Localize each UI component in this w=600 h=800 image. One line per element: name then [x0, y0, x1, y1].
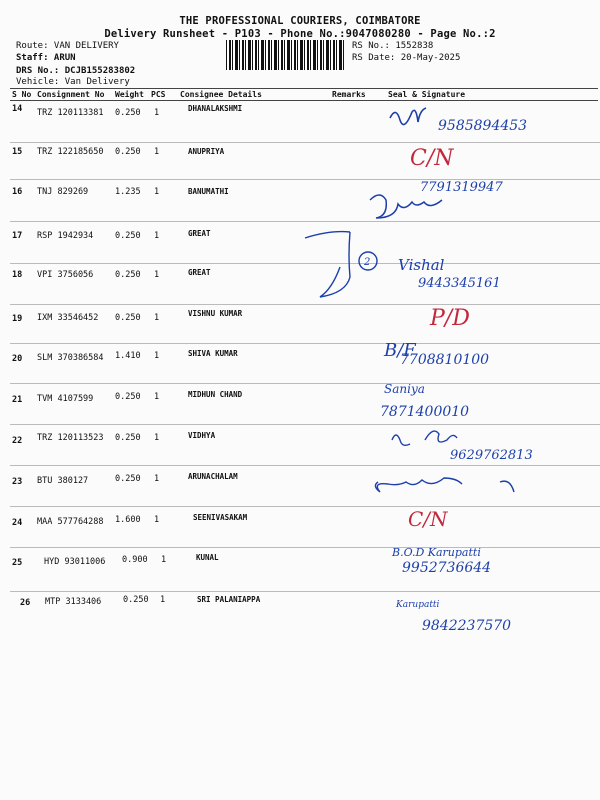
vehicle-label: Vehicle: Van Delivery [16, 77, 130, 87]
stamp-number: 2 [364, 257, 371, 268]
row-pcs: 1 [154, 187, 160, 197]
handwritten-phone-25: 9952736644 [402, 560, 492, 576]
row-pcs: 1 [154, 231, 160, 241]
signature-vidhya [392, 431, 457, 445]
row-sno: 24 [12, 518, 23, 528]
col-seal: Seal & Signature [388, 90, 466, 99]
row-pcs: 1 [154, 474, 160, 484]
row-weight: 0.250 [115, 313, 141, 323]
row-consignment: TVM 4107599 [37, 394, 94, 404]
col-pcs: PCS [151, 90, 166, 99]
row-weight: 0.250 [115, 147, 141, 157]
row-consignment: BTU 380127 [37, 476, 89, 486]
signature-great [305, 232, 350, 297]
row-pcs: 1 [154, 515, 160, 525]
handwritten-phone-22: 9629762813 [450, 448, 533, 463]
row-pcs: 1 [154, 392, 160, 402]
row-consignee: BANUMATHI [188, 187, 229, 196]
row-consignment: RSP 1942934 [37, 231, 94, 241]
rs-date: RS Date: 20-May-2025 [352, 53, 461, 63]
row-pcs: 1 [154, 270, 160, 280]
row-consignment: TRZ 120113381 [37, 108, 104, 118]
runsheet-subtitle: Delivery Runsheet - P103 - Phone No.:9047080280 - Page No.:2 [104, 28, 496, 40]
row-consignee: VIDHYA [188, 431, 216, 440]
row-weight: 0.250 [115, 231, 141, 241]
drs-number: DRS No.: DCJB155283802 [16, 66, 136, 76]
company-name: THE PROFESSIONAL COURIERS, COIMBATORE [179, 15, 421, 27]
row-consignee: SHIVA KUMAR [188, 349, 238, 358]
row-pcs: 1 [154, 351, 160, 361]
row-consignee: MIDHUN CHAND [188, 390, 243, 399]
row-consignee: GREAT [188, 229, 211, 238]
row-sno: 17 [12, 231, 23, 241]
row-consignment: MAA 577764288 [37, 517, 104, 527]
col-sno: S No [12, 90, 32, 99]
row-consignment: SLM 370386584 [37, 353, 104, 363]
handwritten-note-26: Karupatti [396, 600, 440, 610]
handwritten-name-21: Saniya [384, 382, 425, 396]
handwritten-phone-18: 9443345161 [418, 276, 501, 291]
row-sno: 23 [12, 477, 23, 487]
row-pcs: 1 [154, 108, 160, 118]
row-sno: 20 [12, 354, 23, 364]
row-consignee: KUNAL [196, 553, 219, 562]
row-consignment: IXM 33546452 [37, 313, 99, 323]
route-label: Route: VAN DELIVERY [16, 41, 119, 51]
row-weight: 0.250 [115, 270, 141, 280]
row-weight: 0.250 [115, 392, 141, 402]
row-consignee: ARUNACHALAM [188, 472, 238, 481]
row-weight: 0.250 [115, 433, 141, 443]
row-sno: 25 [12, 558, 23, 568]
handwritten-note-25: B.O.D Karupatti [392, 546, 481, 559]
handwritten-phone-21: 7871400010 [380, 404, 470, 420]
row-weight: 1.410 [115, 351, 141, 361]
row-consignment: VPI 3756056 [37, 270, 94, 280]
row-consignee: SEENIVASAKAM [193, 513, 248, 522]
row-weight: 1.600 [115, 515, 141, 525]
row-consignee: GREAT [188, 268, 211, 277]
col-consignment: Consignment No [37, 90, 105, 99]
row-pcs: 1 [154, 433, 160, 443]
handwritten-pd-19: P/D [430, 306, 470, 331]
signature-dhanalakshmi [390, 108, 426, 125]
row-sno: 22 [12, 436, 23, 446]
handwritten-bf-20: B/F [384, 340, 416, 361]
handwritten-phone-14: 9585894453 [438, 118, 528, 134]
row-sno: 26 [20, 598, 31, 608]
staff-label: Staff: ARUN [16, 53, 76, 63]
row-consignment: TRZ 120113523 [37, 433, 104, 443]
row-sno: 14 [12, 104, 23, 114]
row-weight: 0.250 [115, 108, 141, 118]
rs-number: RS No.: 1552838 [352, 41, 434, 51]
row-weight: 0.900 [122, 555, 148, 565]
handwritten-cn-24: C/N [408, 507, 448, 531]
row-consignment: MTP 3133406 [45, 597, 102, 607]
row-consignment: HYD 93011006 [44, 557, 106, 567]
row-consignment: TRZ 122185650 [37, 147, 104, 157]
col-weight: Weight [115, 90, 144, 99]
row-sno: 19 [12, 314, 23, 324]
row-consignee: DHANALAKSHMI [188, 104, 243, 113]
col-remarks: Remarks [332, 90, 366, 99]
row-sno: 21 [12, 395, 23, 405]
row-pcs: 1 [160, 595, 166, 605]
row-sno: 15 [12, 147, 23, 157]
handwritten-cn-15: C/N [410, 146, 454, 171]
row-pcs: 1 [154, 147, 160, 157]
handwritten-phone-16: 7791319947 [420, 180, 503, 195]
row-consignee: ANUPRIYA [188, 147, 225, 156]
row-pcs: 1 [154, 313, 160, 323]
row-sno: 16 [12, 187, 23, 197]
row-weight: 0.250 [115, 474, 141, 484]
handwritten-phone-26: 9842237570 [422, 618, 512, 634]
col-consignee: Consignee Details [180, 90, 262, 99]
signature-banumathi [370, 195, 442, 218]
row-consignee: VISHNU KUMAR [188, 309, 243, 318]
row-weight: 0.250 [123, 595, 149, 605]
row-pcs: 1 [161, 555, 167, 565]
row-weight: 1.235 [115, 187, 141, 197]
handwritten-phone-20: 7708810100 [400, 352, 490, 368]
signature-arunachalam [375, 478, 514, 492]
row-consignment: TNJ 829269 [37, 187, 89, 197]
row-sno: 18 [12, 270, 23, 280]
handwritten-name-18: Vishal [398, 256, 445, 274]
row-consignee: SRI PALANIAPPA [197, 595, 261, 604]
